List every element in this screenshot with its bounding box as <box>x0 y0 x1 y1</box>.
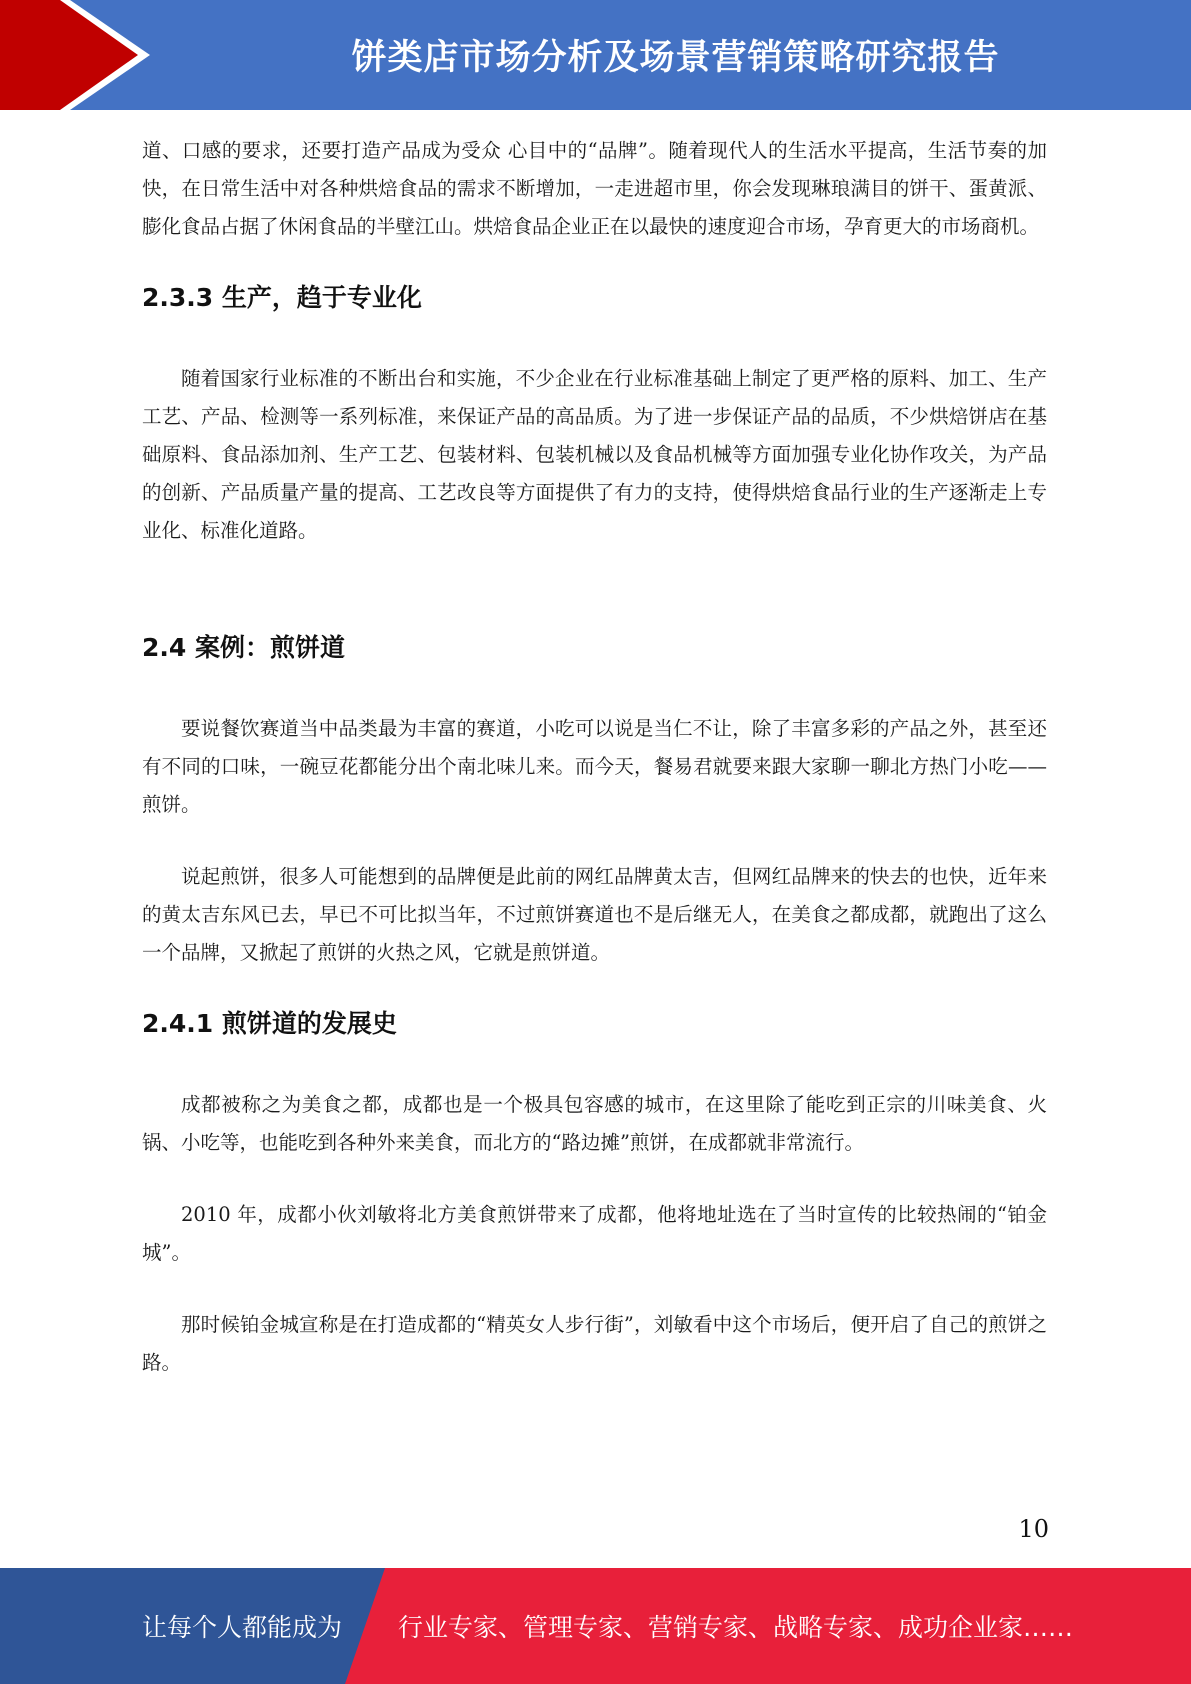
page-number: 10 <box>1018 1515 1049 1543</box>
footer-slogan-right: 行业专家、管理专家、营销专家、战略专家、成功企业家…… <box>398 1613 1074 1642</box>
footer-slogan-left: 让每个人都能成为 <box>142 1613 343 1642</box>
page-body <box>142 132 1047 1382</box>
page-header <box>0 0 1191 110</box>
paragraph-platinum-city: 那时候铂金城宣称是在打造成都的“精英女人步行街”，刘敏看中这个市场后，便开启了自己的煎饼之路。 <box>142 1313 1047 1374</box>
section-heading-2-3-3: 2.3.3 生产，趋于专业化 <box>142 283 422 312</box>
document-title: 饼类店市场分析及场景营销策略研究报告 <box>351 38 1000 78</box>
section-heading-2-4-1: 2.4.1 煎饼道的发展史 <box>142 1009 397 1038</box>
paragraph-chengdu-food: 成都被称之为美食之都，成都也是一个极具包容感的城市，在这里除了能吃到正宗的川味美食、火锅、小吃等，也能吃到各种外来美食，而北方的“路边摊”煎饼，在成都就非常流行。 <box>142 1093 1047 1154</box>
paragraph-jianbing-brands: 说起煎饼，很多人可能想到的品牌便是此前的网红品牌黄太吉，但网红品牌来的快去的也快，近年来的黄太吉东风已去，早已不可比拟当年，不过煎饼赛道也不是后继无人，在美食之都成都，就跑出了这么一个品牌，又掀起了煎饼的火热之风，它就是煎饼道。 <box>142 865 1047 964</box>
section-heading-2-4: 2.4 案例：煎饼道 <box>142 633 345 662</box>
paragraph-2010-history: 2010 年，成都小伙刘敏将北方美食煎饼带来了成都，他将地址选在了当时宣传的比较热闹的“铂金城”。 <box>142 1203 1047 1264</box>
paragraph-production: 随着国家行业标准的不断出台和实施，不少企业在行业标准基础上制定了更严格的原料、加工、生产工艺、产品、检测等一系列标准，来保证产品的高品质。为了进一步保证产品的品质，不少烘焙饼店在基础原料、食品添加剂、生产工艺、包装材料、包装机械以及食品机械等方面加强专业化协作攻关，为产品的创新、产品质量产量的提高、工艺改良等方面提供了有力的支持，使得烘焙食品行业的生产逐渐走上专业化、标准化道路。 <box>142 367 1047 542</box>
page-footer <box>0 1568 1191 1684</box>
paragraph-intro-continued: 道、口感的要求，还要打造产品成为受众 心目中的“品牌”。随着现代人的生活水平提高，生活节奏的加快，在日常生活中对各种烘焙食品的需求不断增加，一走进超市里，你会发现琳琅满目的饼干、蛋黄派、膨化食品占据了休闲食品的半壁江山。烘焙食品企业正在以最快的速度迎合市场，孕育更大的市场商机。 <box>142 139 1047 238</box>
header-chevron-decoration <box>0 0 150 110</box>
paragraph-case-intro: 要说餐饮赛道当中品类最为丰富的赛道，小吃可以说是当仁不让，除了丰富多彩的产品之外，甚至还有不同的口味，一碗豆花都能分出个南北味儿来。而今天，餐易君就要来跟大家聊一聊北方热门小吃——煎饼。 <box>142 717 1047 816</box>
